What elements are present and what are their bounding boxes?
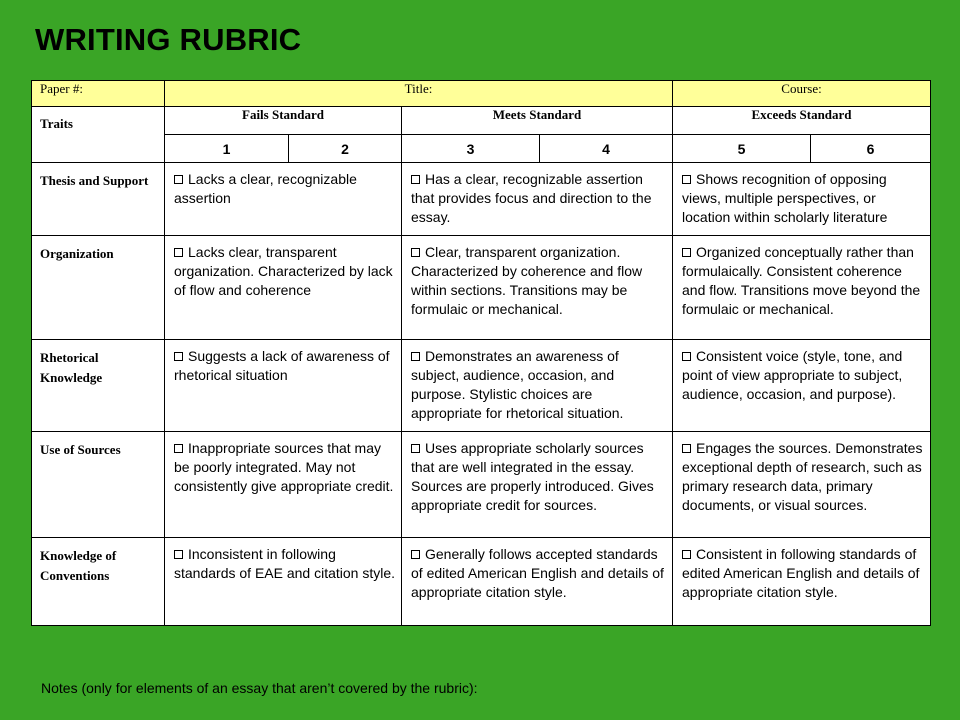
fails-cell: Lacks clear, transparent organization. Characterized by lack of flow and coherence [165, 236, 402, 340]
score-2: 2 [289, 135, 402, 163]
exceeds-cell: Shows recognition of opposing views, multiple perspectives, or location within scholarly literature [673, 163, 931, 236]
trait-label: Rhetorical Knowledge [32, 340, 165, 432]
checkbox-icon[interactable] [682, 248, 691, 257]
fails-standard-header: Fails Standard [165, 107, 402, 135]
title-label: Title: [165, 81, 673, 107]
checkbox-icon[interactable] [682, 352, 691, 361]
score-1: 1 [165, 135, 289, 163]
checkbox-icon[interactable] [174, 175, 183, 184]
trait-label: Knowledge of Conventions [32, 538, 165, 626]
table-row [32, 163, 931, 236]
exceeds-cell: Consistent in following standards of edited American English and details of appropriate citation style. [673, 538, 931, 626]
meets-cell: Has a clear, recognizable assertion that provides focus and direction to the essay. [402, 163, 673, 236]
table-row [32, 236, 931, 340]
course-label: Course: [673, 81, 931, 107]
checkbox-icon[interactable] [682, 444, 691, 453]
checkbox-icon[interactable] [411, 444, 420, 453]
score-6: 6 [811, 135, 931, 163]
trait-label: Organization [32, 236, 165, 340]
rubric-table [31, 80, 931, 626]
trait-label: Use of Sources [32, 432, 165, 538]
fails-cell: Suggests a lack of awareness of rhetorical situation [165, 340, 402, 432]
fails-cell: Inconsistent in following standards of EAE and citation style. [165, 538, 402, 626]
checkbox-icon[interactable] [411, 352, 420, 361]
notes-label: Notes (only for elements of an essay that aren’t covered by the rubric): [41, 680, 478, 696]
score-4: 4 [540, 135, 673, 163]
checkbox-icon[interactable] [682, 175, 691, 184]
fails-cell: Inappropriate sources that may be poorly integrated. May not consistently give appropriate credit. [165, 432, 402, 538]
checkbox-icon[interactable] [174, 248, 183, 257]
traits-header: Traits [32, 107, 165, 163]
score-row [32, 135, 931, 163]
table-row [32, 538, 931, 626]
score-3: 3 [402, 135, 540, 163]
meets-cell: Demonstrates an awareness of subject, audience, occasion, and purpose. Stylistic choices are appropriate for rhetorical situation. [402, 340, 673, 432]
checkbox-icon[interactable] [174, 550, 183, 559]
table-row [32, 432, 931, 538]
paper-number-label: Paper #: [32, 81, 165, 107]
exceeds-cell: Organized conceptually rather than formulaically. Consistent coherence and flow. Transitions move beyond the formulaic or mechanical. [673, 236, 931, 340]
meets-cell: Clear, transparent organization. Characterized by coherence and flow within sections. Transitions may be formulaic or mechanical. [402, 236, 673, 340]
checkbox-icon[interactable] [411, 248, 420, 257]
level-header-row [32, 107, 931, 135]
checkbox-icon[interactable] [174, 352, 183, 361]
exceeds-cell: Engages the sources. Demonstrates exceptional depth of research, such as primary research data, primary documents, or visual sources. [673, 432, 931, 538]
meets-cell: Uses appropriate scholarly sources that are well integrated in the essay. Sources are properly introduced. Gives appropriate credit for sources. [402, 432, 673, 538]
header-row [32, 81, 931, 107]
checkbox-icon[interactable] [411, 550, 420, 559]
meets-standard-header: Meets Standard [402, 107, 673, 135]
exceeds-cell: Consistent voice (style, tone, and point of view appropriate to subject, audience, occasion, and purpose). [673, 340, 931, 432]
checkbox-icon[interactable] [682, 550, 691, 559]
fails-cell: Lacks a clear, recognizable assertion [165, 163, 402, 236]
score-5: 5 [673, 135, 811, 163]
checkbox-icon[interactable] [174, 444, 183, 453]
page-title: WRITING RUBRIC [35, 22, 302, 57]
meets-cell: Generally follows accepted standards of edited American English and details of appropriate citation style. [402, 538, 673, 626]
exceeds-standard-header: Exceeds Standard [673, 107, 931, 135]
trait-label: Thesis and Support [32, 163, 165, 236]
table-row [32, 340, 931, 432]
checkbox-icon[interactable] [411, 175, 420, 184]
